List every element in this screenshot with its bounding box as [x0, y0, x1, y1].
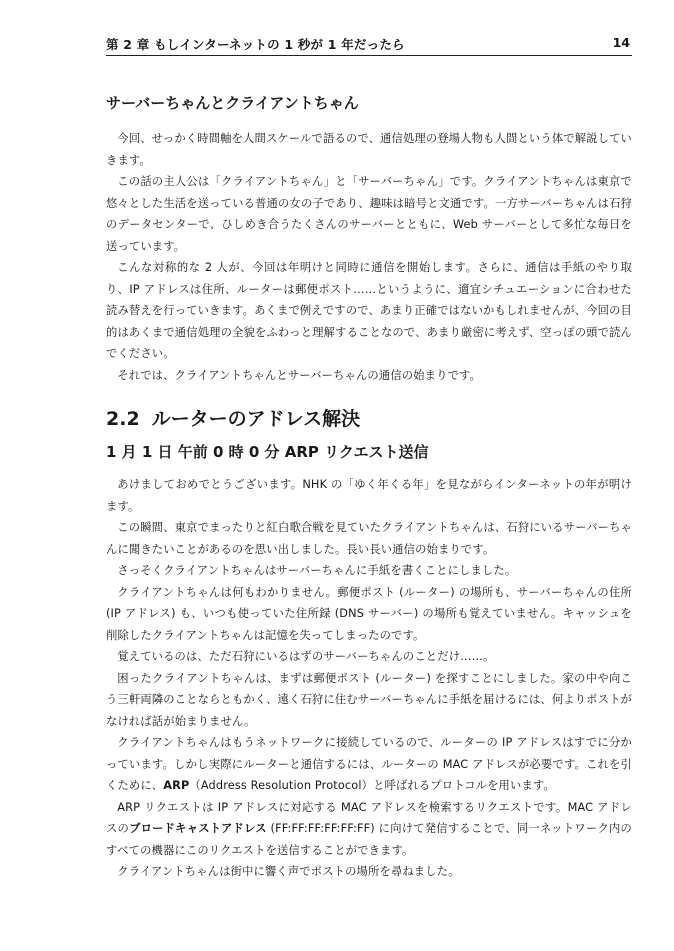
term-arp: ARP: [163, 779, 190, 792]
paragraph: それでは、クライアントちゃんとサーバーちゃんの通信の始まりです。: [117, 368, 482, 382]
page-number: 14: [612, 35, 630, 50]
running-header-title: 第 2 章 もしインターネットの 1 秒が 1 年だったら: [106, 37, 405, 52]
text-run: ARP リクエストは IP アドレスに対応する MAC アドレスを検索するリクエストです。MAC アドレスの: [106, 800, 632, 835]
paragraph: 今回、せっかく時間軸を人間スケールで語るので、通信処理の登場人物も人間という体で解説していきます。: [106, 132, 632, 167]
paragraph-broadcast: [106, 797, 632, 862]
text-run: (FF:FF:FF:FF:FF:FF) に向けて発信することで、同一ネットワーク内のすべての機器にこのリクエストを送信することができます。: [106, 822, 632, 857]
section-number: 2.2: [106, 408, 140, 430]
paragraph: この瞬間、東京でまったりと紅白歌合戦を見ていたクライアントちゃんは、石狩にいるサーバーちゃんに聞きたいことがあるのを思い出しました。長い長い通信の始まりです。: [106, 521, 632, 556]
page-header: [106, 35, 632, 56]
text-run: クライアントちゃんはもうネットワークに接続しているので、ルーターの IP アドレスはすでに分かっています。しかし実際にルーターと通信するには、ルーターの MAC アドレスが必要です。これを引くために、: [106, 736, 632, 792]
paragraph: この話の主人公は「クライアントちゃん」と「サーバーちゃん」です。クライアントちゃんは東京で悠々とした生活を送っている普通の女の子であり、趣味は暗号と文通です。一方サーバーちゃんは石狩のデータセンターで、ひしめき合うたくさんのサーバーとともに、Web サーバーとして多忙な毎日を送っています。: [106, 175, 632, 253]
paragraph: さっそくクライアントちゃんはサーバーちゃんに手紙を書くことにしました。: [117, 564, 517, 577]
paragraph: こんな対称的な 2 人が、今回は年明けと同時に通信を開始します。さらに、通信は手紙のやり取り、IP アドレスは住所、ルーターは郵便ポスト……というように、適宜シチュエーションに合わせた読み替えを行っていきます。あくまで例えですので、あまり正確ではないかもしれませんが、今回の目的はあくまで通信処理の全貌をふわっと理解することなので、あまり厳密に考えず、空っぽの頭で読んでください。: [106, 261, 632, 360]
section-title-2-2: [106, 404, 632, 434]
subsection-heading: 1 月 1 日 午前 0 時 0 分 ARP リクエスト送信: [106, 443, 429, 461]
paragraph: 覚えているのは、ただ石狩にいるはずのサーバーちゃんのことだけ……。: [117, 650, 495, 663]
paragraph: あけましておめでとうございます。NHK の「ゆく年くる年」を見ながらインターネットの年が明けます。: [106, 478, 632, 513]
paragraph-arp: [106, 732, 632, 797]
paragraph: クライアントちゃんは街中に響く声でポストの場所を尋ねました。: [117, 865, 460, 878]
paragraph: クライアントちゃんは何もわかりません。郵便ポスト (ルーター) の場所も、サーバーちゃんの住所 (IP アドレス) も、いつも使っていた住所録 (DNS サーバー) の場所も覚えていません。キャッシュを削除したクライアントちゃんは記憶を失ってしまったのです。: [106, 585, 632, 642]
term-broadcast-address: ブロードキャストアドレス: [129, 822, 267, 835]
section-heading: サーバーちゃんとクライアントちゃん: [106, 94, 359, 112]
text-run: （Address Resolution Protocol）と呼ばれるプロトコルを用います。: [189, 779, 555, 792]
paragraph: 困ったクライアントちゃんは、まずは郵便ポスト (ルーター) を探すことにしました。家の中や向こう三軒両隣のことならともかく、遠く石狩に住むサーバーちゃんに手紙を届けるには、何よりポストがなければ話が始まりません。: [106, 671, 632, 728]
section-title-text: ルーターのアドレス解決: [151, 408, 361, 430]
page-body: [106, 92, 632, 883]
